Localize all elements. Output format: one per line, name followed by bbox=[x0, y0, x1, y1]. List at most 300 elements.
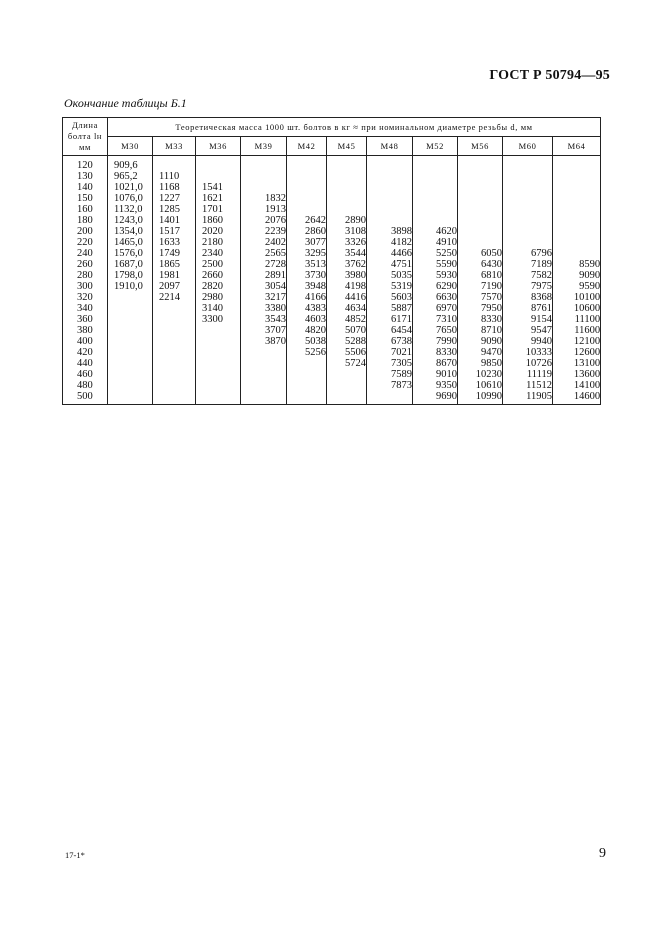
mass-cell: 8590 bbox=[553, 259, 601, 270]
mass-cell: 12100 bbox=[553, 336, 601, 347]
length-cell: 400 bbox=[63, 336, 108, 347]
mass-cell: 5930 bbox=[413, 270, 458, 281]
mass-cell: 7582 bbox=[503, 270, 553, 281]
mass-cell: 5603 bbox=[367, 292, 413, 303]
mass-cell bbox=[287, 171, 327, 182]
table-row bbox=[63, 325, 601, 336]
mass-cell: 1798,0 bbox=[108, 270, 153, 281]
mass-cell bbox=[503, 193, 553, 204]
mass-cell: 1749 bbox=[153, 248, 196, 259]
mass-cell: 10100 bbox=[553, 292, 601, 303]
mass-cell: 3543 bbox=[241, 314, 287, 325]
mass-cell: 11119 bbox=[503, 369, 553, 380]
mass-cell bbox=[458, 156, 503, 172]
mass-cell bbox=[458, 182, 503, 193]
mass-cell: 6970 bbox=[413, 303, 458, 314]
mass-cell: 7873 bbox=[367, 380, 413, 391]
mass-cell: 8761 bbox=[503, 303, 553, 314]
table-row bbox=[63, 380, 601, 391]
table-row bbox=[63, 171, 601, 182]
mass-cell: 1168 bbox=[153, 182, 196, 193]
mass-cell: 6738 bbox=[367, 336, 413, 347]
mass-cell: 4910 bbox=[413, 237, 458, 248]
mass-cell: 5070 bbox=[327, 325, 367, 336]
mass-cell bbox=[503, 237, 553, 248]
mass-cell bbox=[327, 380, 367, 391]
mass-cell: 10990 bbox=[458, 391, 503, 405]
mass-cell: 6796 bbox=[503, 248, 553, 259]
mass-cell bbox=[327, 204, 367, 215]
table-row bbox=[63, 314, 601, 325]
length-cell: 280 bbox=[63, 270, 108, 281]
diameter-header: М60 bbox=[503, 137, 553, 156]
mass-cell: 2020 bbox=[196, 226, 241, 237]
table-row bbox=[63, 182, 601, 193]
mass-cell: 9010 bbox=[413, 369, 458, 380]
mass-cell: 2660 bbox=[196, 270, 241, 281]
mass-cell bbox=[503, 226, 553, 237]
mass-cell: 3326 bbox=[327, 237, 367, 248]
mass-cell bbox=[153, 380, 196, 391]
diameter-header: М56 bbox=[458, 137, 503, 156]
mass-cell: 3077 bbox=[287, 237, 327, 248]
diameter-header: М45 bbox=[327, 137, 367, 156]
length-cell: 120 bbox=[63, 156, 108, 172]
mass-cell: 4182 bbox=[367, 237, 413, 248]
mass-cell bbox=[503, 204, 553, 215]
mass-cell bbox=[553, 226, 601, 237]
mass-cell bbox=[553, 171, 601, 182]
mass-cell: 7650 bbox=[413, 325, 458, 336]
mass-cell: 1517 bbox=[153, 226, 196, 237]
mass-cell: 2076 bbox=[241, 215, 287, 226]
mass-cell: 1243,0 bbox=[108, 215, 153, 226]
table-row bbox=[63, 281, 601, 292]
mass-cell bbox=[458, 215, 503, 226]
mass-cell: 9547 bbox=[503, 325, 553, 336]
table-row bbox=[63, 347, 601, 358]
mass-cell bbox=[503, 156, 553, 172]
mass-cell bbox=[327, 171, 367, 182]
mass-cell: 1865 bbox=[153, 259, 196, 270]
mass-cell bbox=[327, 182, 367, 193]
mass-cell: 2860 bbox=[287, 226, 327, 237]
mass-cell: 5590 bbox=[413, 259, 458, 270]
mass-cell: 6430 bbox=[458, 259, 503, 270]
length-cell: 150 bbox=[63, 193, 108, 204]
mass-cell: 2642 bbox=[287, 215, 327, 226]
mass-cell bbox=[367, 391, 413, 405]
mass-cell bbox=[153, 369, 196, 380]
mass-cell: 1076,0 bbox=[108, 193, 153, 204]
mass-cell: 3217 bbox=[241, 292, 287, 303]
mass-cell bbox=[108, 292, 153, 303]
mass-cell: 7190 bbox=[458, 281, 503, 292]
mass-cell bbox=[458, 237, 503, 248]
mass-cell bbox=[503, 215, 553, 226]
mass-cell bbox=[413, 215, 458, 226]
mass-cell: 8368 bbox=[503, 292, 553, 303]
mass-cell bbox=[413, 171, 458, 182]
mass-cell: 5038 bbox=[287, 336, 327, 347]
mass-cell bbox=[413, 156, 458, 172]
mass-cell: 3300 bbox=[196, 314, 241, 325]
mass-cell: 1633 bbox=[153, 237, 196, 248]
mass-cell: 4820 bbox=[287, 325, 327, 336]
diameter-header: М64 bbox=[553, 137, 601, 156]
length-cell: 480 bbox=[63, 380, 108, 391]
table-row bbox=[63, 391, 601, 405]
table-caption: Окончание таблицы Б.1 bbox=[64, 96, 187, 110]
mass-cell: 3544 bbox=[327, 248, 367, 259]
mass-cell bbox=[153, 391, 196, 405]
mass-cell bbox=[413, 204, 458, 215]
mass-cell bbox=[553, 193, 601, 204]
length-cell: 460 bbox=[63, 369, 108, 380]
mass-cell: 1401 bbox=[153, 215, 196, 226]
mass-cell: 7589 bbox=[367, 369, 413, 380]
mass-cell: 3380 bbox=[241, 303, 287, 314]
length-header-line-2: болта lн bbox=[67, 131, 103, 141]
mass-cell bbox=[153, 303, 196, 314]
length-cell: 440 bbox=[63, 358, 108, 369]
length-header-line-3: мм bbox=[79, 142, 91, 152]
mass-cell bbox=[367, 156, 413, 172]
mass-cell: 3980 bbox=[327, 270, 367, 281]
mass-cell bbox=[241, 380, 287, 391]
mass-cell bbox=[108, 303, 153, 314]
table-row bbox=[63, 358, 601, 369]
mass-cell: 9154 bbox=[503, 314, 553, 325]
mass-cell: 3870 bbox=[241, 336, 287, 347]
mass-cell: 6454 bbox=[367, 325, 413, 336]
mass-cell bbox=[413, 182, 458, 193]
mass-cell bbox=[553, 156, 601, 172]
table-row bbox=[63, 156, 601, 172]
mass-cell: 3108 bbox=[327, 226, 367, 237]
mass-cell: 1860 bbox=[196, 215, 241, 226]
mass-cell: 2980 bbox=[196, 292, 241, 303]
mass-cell bbox=[553, 204, 601, 215]
mass-cell bbox=[458, 204, 503, 215]
mass-cell: 1227 bbox=[153, 193, 196, 204]
mass-cell: 1621 bbox=[196, 193, 241, 204]
mass-cell bbox=[196, 369, 241, 380]
mass-cell: 909,6 bbox=[108, 156, 153, 172]
mass-cell: 6630 bbox=[413, 292, 458, 303]
mass-cell: 9690 bbox=[413, 391, 458, 405]
mass-cell: 3707 bbox=[241, 325, 287, 336]
mass-cell: 3054 bbox=[241, 281, 287, 292]
mass-cell: 3140 bbox=[196, 303, 241, 314]
mass-cell: 6171 bbox=[367, 314, 413, 325]
mass-cell: 6050 bbox=[458, 248, 503, 259]
mass-cell: 8330 bbox=[458, 314, 503, 325]
length-cell: 300 bbox=[63, 281, 108, 292]
mass-cell bbox=[196, 391, 241, 405]
mass-cell: 9590 bbox=[553, 281, 601, 292]
mass-cell bbox=[327, 156, 367, 172]
mass-cell: 4383 bbox=[287, 303, 327, 314]
mass-cell: 2402 bbox=[241, 237, 287, 248]
diameter-header: М42 bbox=[287, 137, 327, 156]
mass-cell bbox=[287, 182, 327, 193]
mass-cell: 14600 bbox=[553, 391, 601, 405]
mass-cell: 1910,0 bbox=[108, 281, 153, 292]
mass-cell: 3295 bbox=[287, 248, 327, 259]
mass-cell bbox=[553, 237, 601, 248]
mass-cell: 1687,0 bbox=[108, 259, 153, 270]
mass-cell: 13600 bbox=[553, 369, 601, 380]
mass-cell: 5319 bbox=[367, 281, 413, 292]
mass-cell bbox=[153, 347, 196, 358]
mass-cell: 1541 bbox=[196, 182, 241, 193]
mass-cell: 1913 bbox=[241, 204, 287, 215]
mass-cell: 1285 bbox=[153, 204, 196, 215]
mass-cell bbox=[553, 248, 601, 259]
length-cell: 130 bbox=[63, 171, 108, 182]
mass-cell: 7990 bbox=[413, 336, 458, 347]
mass-cell bbox=[241, 391, 287, 405]
table-row bbox=[63, 248, 601, 259]
mass-cell: 7305 bbox=[367, 358, 413, 369]
length-cell: 200 bbox=[63, 226, 108, 237]
mass-cell: 3513 bbox=[287, 259, 327, 270]
mass-cell bbox=[367, 204, 413, 215]
mass-cell: 2214 bbox=[153, 292, 196, 303]
mass-cell: 4416 bbox=[327, 292, 367, 303]
mass-cell bbox=[108, 325, 153, 336]
mass-cell: 2820 bbox=[196, 281, 241, 292]
mass-cell: 2565 bbox=[241, 248, 287, 259]
mass-cell: 4852 bbox=[327, 314, 367, 325]
mass-cell: 9850 bbox=[458, 358, 503, 369]
mass-cell bbox=[196, 171, 241, 182]
mass-cell: 7189 bbox=[503, 259, 553, 270]
mass-cell bbox=[287, 193, 327, 204]
length-cell: 140 bbox=[63, 182, 108, 193]
length-cell: 180 bbox=[63, 215, 108, 226]
diameter-header: М33 bbox=[153, 137, 196, 156]
mass-cell bbox=[196, 336, 241, 347]
mass-cell: 2097 bbox=[153, 281, 196, 292]
mass-cell: 9350 bbox=[413, 380, 458, 391]
mass-cell bbox=[196, 156, 241, 172]
mass-cell bbox=[553, 182, 601, 193]
length-cell: 380 bbox=[63, 325, 108, 336]
page-number: 9 bbox=[599, 846, 606, 861]
mass-cell: 7975 bbox=[503, 281, 553, 292]
mass-cell bbox=[367, 182, 413, 193]
mass-cell bbox=[108, 314, 153, 325]
mass-cell bbox=[108, 380, 153, 391]
mass-cell bbox=[553, 215, 601, 226]
mass-cell bbox=[287, 391, 327, 405]
mass-cell: 1832 bbox=[241, 193, 287, 204]
mass-cell: 2728 bbox=[241, 259, 287, 270]
mass-cell: 10610 bbox=[458, 380, 503, 391]
mass-cell bbox=[367, 193, 413, 204]
mass-cell: 7570 bbox=[458, 292, 503, 303]
mass-cell: 2891 bbox=[241, 270, 287, 281]
table-row bbox=[63, 369, 601, 380]
mass-cell bbox=[287, 204, 327, 215]
mass-cell bbox=[458, 171, 503, 182]
mass-cell bbox=[367, 171, 413, 182]
mass-cell: 4603 bbox=[287, 314, 327, 325]
mass-cell: 10230 bbox=[458, 369, 503, 380]
mass-cell: 7310 bbox=[413, 314, 458, 325]
mass-cell: 4166 bbox=[287, 292, 327, 303]
mass-cell: 5288 bbox=[327, 336, 367, 347]
mass-cell: 2180 bbox=[196, 237, 241, 248]
length-cell: 260 bbox=[63, 259, 108, 270]
mass-cell: 4620 bbox=[413, 226, 458, 237]
diameter-header: М52 bbox=[413, 137, 458, 156]
mass-cell: 1021,0 bbox=[108, 182, 153, 193]
mass-cell bbox=[108, 336, 153, 347]
mass-cell bbox=[503, 182, 553, 193]
table-row bbox=[63, 292, 601, 303]
mass-cell: 4634 bbox=[327, 303, 367, 314]
mass-cell bbox=[287, 380, 327, 391]
table-row bbox=[63, 215, 601, 226]
mass-cell: 3898 bbox=[367, 226, 413, 237]
mass-cell: 4466 bbox=[367, 248, 413, 259]
length-cell: 220 bbox=[63, 237, 108, 248]
mass-cell: 1132,0 bbox=[108, 204, 153, 215]
mass-cell: 9940 bbox=[503, 336, 553, 347]
diameter-header: М30 bbox=[108, 137, 153, 156]
table-row bbox=[63, 204, 601, 215]
footer-code: 17-1* bbox=[65, 850, 85, 860]
mass-cell bbox=[196, 380, 241, 391]
length-cell: 340 bbox=[63, 303, 108, 314]
mass-cell: 8710 bbox=[458, 325, 503, 336]
table-row bbox=[63, 226, 601, 237]
table-row bbox=[63, 237, 601, 248]
mass-cell bbox=[287, 358, 327, 369]
mass-cell: 1701 bbox=[196, 204, 241, 215]
table-row bbox=[63, 303, 601, 314]
mass-cell bbox=[458, 226, 503, 237]
mass-cell bbox=[196, 347, 241, 358]
mass-cell bbox=[287, 156, 327, 172]
mass-cell bbox=[367, 215, 413, 226]
mass-cell bbox=[108, 347, 153, 358]
mass-cell: 5506 bbox=[327, 347, 367, 358]
mass-cell bbox=[241, 358, 287, 369]
mass-cell: 9090 bbox=[553, 270, 601, 281]
mass-cell: 10333 bbox=[503, 347, 553, 358]
mass-cell: 1354,0 bbox=[108, 226, 153, 237]
mass-cell: 14100 bbox=[553, 380, 601, 391]
mass-cell: 2340 bbox=[196, 248, 241, 259]
length-cell: 500 bbox=[63, 391, 108, 405]
mass-cell: 9470 bbox=[458, 347, 503, 358]
mass-cell: 5035 bbox=[367, 270, 413, 281]
mass-cell bbox=[287, 369, 327, 380]
diameter-header-row bbox=[63, 137, 601, 156]
mass-cell: 5724 bbox=[327, 358, 367, 369]
mass-cell: 13100 bbox=[553, 358, 601, 369]
mass-cell: 11600 bbox=[553, 325, 601, 336]
mass-cell: 11905 bbox=[503, 391, 553, 405]
mass-cell bbox=[327, 193, 367, 204]
mass-cell bbox=[153, 314, 196, 325]
length-header-line-1: Длина bbox=[72, 120, 98, 130]
mass-cell: 8670 bbox=[413, 358, 458, 369]
length-cell: 420 bbox=[63, 347, 108, 358]
length-cell: 320 bbox=[63, 292, 108, 303]
mass-cell: 2500 bbox=[196, 259, 241, 270]
mass-cell: 3762 bbox=[327, 259, 367, 270]
mass-cell: 10600 bbox=[553, 303, 601, 314]
mass-cell: 1465,0 bbox=[108, 237, 153, 248]
mass-cell: 1110 bbox=[153, 171, 196, 182]
mass-group-header: Теоретическая масса 1000 шт. болтов в кг ≈ при номинальном диаметре резьбы d, мм bbox=[108, 118, 601, 137]
mass-cell bbox=[153, 156, 196, 172]
mass-cell bbox=[196, 325, 241, 336]
table-row bbox=[63, 259, 601, 270]
mass-cell bbox=[153, 325, 196, 336]
mass-cell: 10726 bbox=[503, 358, 553, 369]
mass-cell bbox=[458, 193, 503, 204]
mass-cell: 1576,0 bbox=[108, 248, 153, 259]
mass-cell: 7950 bbox=[458, 303, 503, 314]
mass-cell bbox=[241, 171, 287, 182]
diameter-header: М36 bbox=[196, 137, 241, 156]
mass-cell bbox=[153, 358, 196, 369]
length-cell: 360 bbox=[63, 314, 108, 325]
mass-cell bbox=[327, 391, 367, 405]
mass-cell bbox=[241, 182, 287, 193]
mass-cell: 9090 bbox=[458, 336, 503, 347]
mass-cell: 7021 bbox=[367, 347, 413, 358]
table-body bbox=[63, 156, 601, 405]
length-cell: 160 bbox=[63, 204, 108, 215]
mass-cell bbox=[503, 171, 553, 182]
length-cell: 240 bbox=[63, 248, 108, 259]
mass-cell: 4198 bbox=[327, 281, 367, 292]
mass-cell: 5256 bbox=[287, 347, 327, 358]
mass-cell: 11512 bbox=[503, 380, 553, 391]
table-row bbox=[63, 336, 601, 347]
mass-cell bbox=[108, 358, 153, 369]
mass-cell bbox=[327, 369, 367, 380]
mass-cell: 5250 bbox=[413, 248, 458, 259]
mass-cell bbox=[196, 358, 241, 369]
mass-cell bbox=[241, 369, 287, 380]
mass-cell bbox=[413, 193, 458, 204]
mass-cell: 11100 bbox=[553, 314, 601, 325]
table-row bbox=[63, 193, 601, 204]
mass-cell: 2239 bbox=[241, 226, 287, 237]
table-row bbox=[63, 270, 601, 281]
diameter-header: М48 bbox=[367, 137, 413, 156]
mass-cell bbox=[241, 347, 287, 358]
mass-cell bbox=[153, 336, 196, 347]
diameter-header: М39 bbox=[241, 137, 287, 156]
mass-cell: 2890 bbox=[327, 215, 367, 226]
mass-cell bbox=[108, 391, 153, 405]
length-header bbox=[63, 118, 108, 156]
mass-cell: 6290 bbox=[413, 281, 458, 292]
mass-cell: 12600 bbox=[553, 347, 601, 358]
mass-cell: 3948 bbox=[287, 281, 327, 292]
mass-cell: 5887 bbox=[367, 303, 413, 314]
mass-cell bbox=[108, 369, 153, 380]
